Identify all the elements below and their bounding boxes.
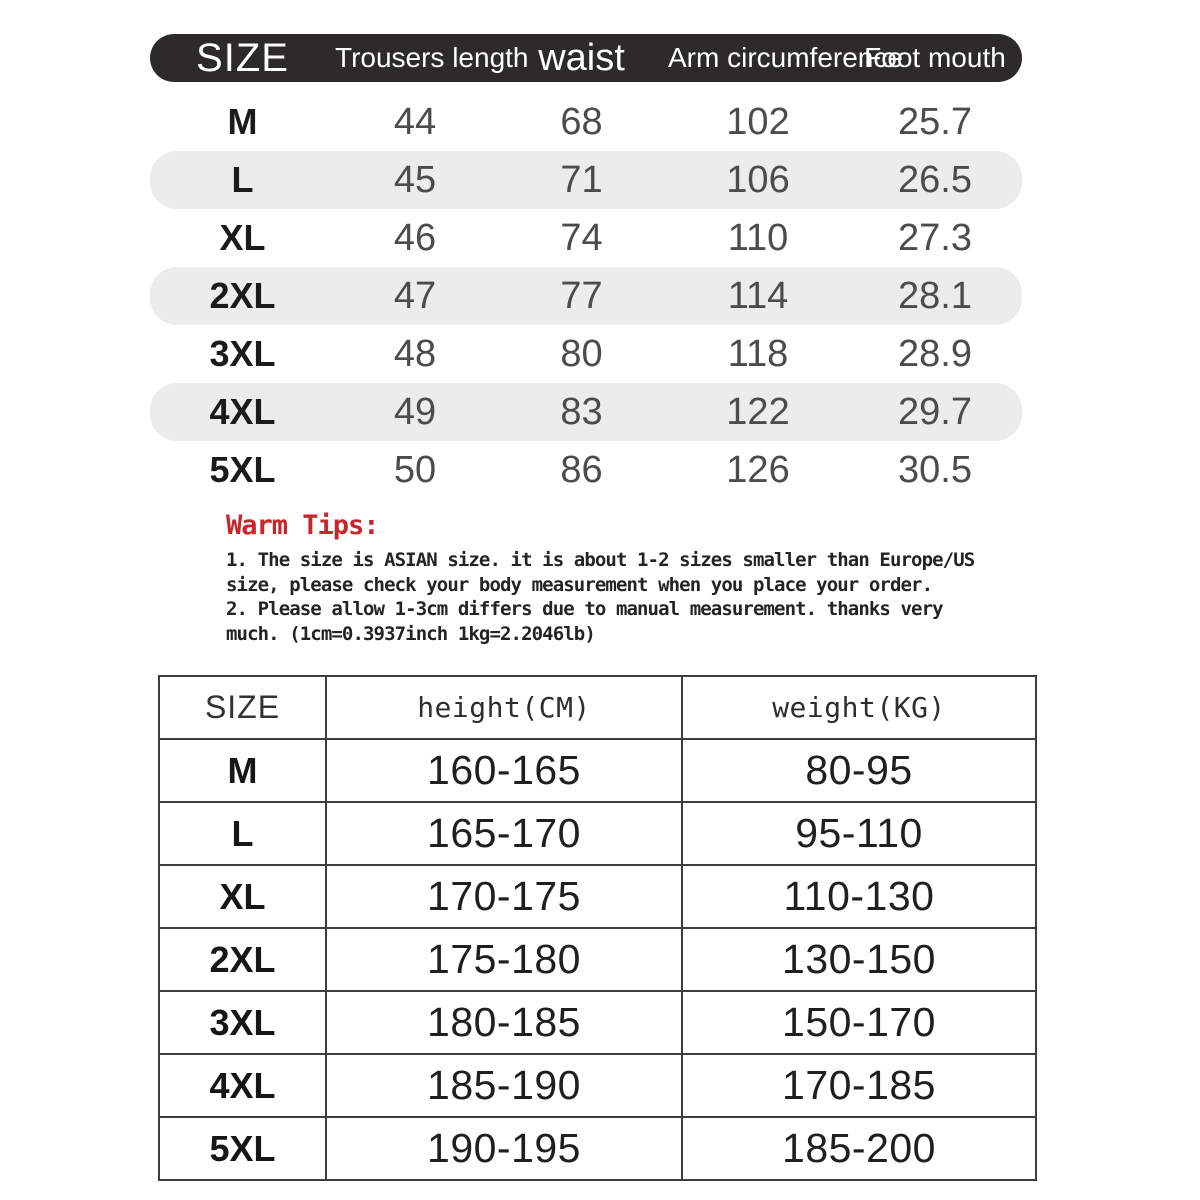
foot-mouth-value: 26.5: [898, 158, 972, 201]
trousers-length-value: 48: [393, 332, 437, 375]
size-label: XL: [159, 865, 326, 928]
column-header-weight: weight(KG): [682, 676, 1036, 739]
garment-size-chart: [150, 34, 1022, 499]
body-row-m: [159, 739, 1036, 802]
body-chart-header-row: [159, 676, 1036, 739]
waist-value: 83: [560, 390, 603, 433]
column-header-size: SIZE: [159, 676, 326, 739]
trousers-length-value: 44: [393, 100, 437, 143]
warm-tips-line-4: much. (1cm=0.3937inch 1kg=2.2046lb): [226, 622, 595, 645]
height-range: 170-175: [326, 865, 682, 928]
body-row-3xl: [159, 991, 1036, 1054]
size-row-3xl: [150, 325, 1022, 383]
height-range: 160-165: [326, 739, 682, 802]
column-header-arm-circumference: Arm circumference: [668, 42, 903, 73]
arm-circumference-value: 110: [727, 216, 789, 259]
body-row-l: [159, 802, 1036, 865]
body-row-2xl: [159, 928, 1036, 991]
waist-value: 74: [560, 216, 603, 259]
weight-range: 150-170: [682, 991, 1036, 1054]
weight-range: 80-95: [682, 739, 1036, 802]
weight-range: 170-185: [682, 1054, 1036, 1117]
arm-circumference-value: 126: [726, 448, 790, 491]
size-chart-rows: [150, 93, 1022, 499]
size-chart-header-bar: [150, 34, 1022, 82]
size-row-xl: [150, 209, 1022, 267]
arm-circumference-value: 118: [727, 332, 789, 375]
arm-circumference-value: 122: [726, 390, 790, 433]
size-row-2xl: [150, 267, 1022, 325]
warm-tips-line-3: 2. Please allow 1-3cm differs due to manual measurement. thanks very: [226, 598, 943, 620]
size-label: 3XL: [159, 991, 326, 1054]
column-header-height: height(CM): [326, 676, 682, 739]
height-range: 180-185: [326, 991, 682, 1054]
foot-mouth-value: 30.5: [898, 448, 972, 491]
size-label: 5XL: [159, 1117, 326, 1180]
body-row-4xl: [159, 1054, 1036, 1117]
size-label: M: [159, 739, 326, 802]
arm-circumference-value: 102: [726, 100, 790, 143]
foot-mouth-value: 29.7: [898, 390, 972, 433]
weight-range: 110-130: [682, 865, 1036, 928]
size-label: 5XL: [209, 449, 276, 490]
body-row-xl: [159, 865, 1036, 928]
size-label: 2XL: [159, 928, 326, 991]
size-label: M: [227, 101, 258, 142]
column-header-trousers-length: Trousers length: [335, 42, 529, 73]
trousers-length-value: 49: [393, 390, 437, 433]
waist-value: 77: [560, 274, 603, 317]
height-range: 185-190: [326, 1054, 682, 1117]
warm-tips-line-2: size, please check your body measurement when you place your order.: [226, 573, 933, 596]
warm-tips-line-1: 1. The size is ASIAN size. it is about 1-2 sizes smaller than Europe/US: [226, 549, 975, 571]
warm-tips-section: [226, 510, 996, 646]
size-label: 4XL: [209, 391, 276, 432]
foot-mouth-value: 28.1: [898, 274, 972, 317]
size-label: XL: [219, 217, 266, 258]
waist-value: 71: [560, 158, 603, 201]
warm-tips-title: Warm Tips:: [226, 510, 379, 541]
size-row-l: [150, 151, 1022, 209]
trousers-length-value: 46: [393, 216, 437, 259]
height-range: 190-195: [326, 1117, 682, 1180]
waist-value: 80: [560, 332, 603, 375]
column-header-size: SIZE: [196, 35, 289, 80]
weight-range: 95-110: [682, 802, 1036, 865]
size-row-4xl: [150, 383, 1022, 441]
column-header-foot-mouth: Foot mouth: [864, 42, 1006, 73]
size-label: 3XL: [209, 333, 276, 374]
arm-circumference-value: 114: [727, 274, 789, 317]
foot-mouth-value: 27.3: [898, 216, 972, 259]
height-range: 165-170: [326, 802, 682, 865]
size-label: 4XL: [159, 1054, 326, 1117]
weight-range: 130-150: [682, 928, 1036, 991]
waist-value: 68: [560, 100, 603, 143]
column-header-waist: waist: [538, 36, 625, 79]
trousers-length-value: 50: [393, 448, 437, 491]
trousers-length-value: 45: [393, 158, 437, 201]
size-label: 2XL: [209, 275, 276, 316]
body-row-5xl: [159, 1117, 1036, 1180]
foot-mouth-value: 28.9: [898, 332, 972, 375]
size-label: L: [231, 159, 254, 200]
arm-circumference-value: 106: [726, 158, 790, 201]
size-row-m: [150, 93, 1022, 151]
waist-value: 86: [560, 448, 603, 491]
height-weight-chart: [158, 675, 1037, 1181]
height-range: 175-180: [326, 928, 682, 991]
weight-range: 185-200: [682, 1117, 1036, 1180]
size-label: L: [159, 802, 326, 865]
trousers-length-value: 47: [393, 274, 437, 317]
size-row-5xl: [150, 441, 1022, 499]
foot-mouth-value: 25.7: [898, 100, 972, 143]
